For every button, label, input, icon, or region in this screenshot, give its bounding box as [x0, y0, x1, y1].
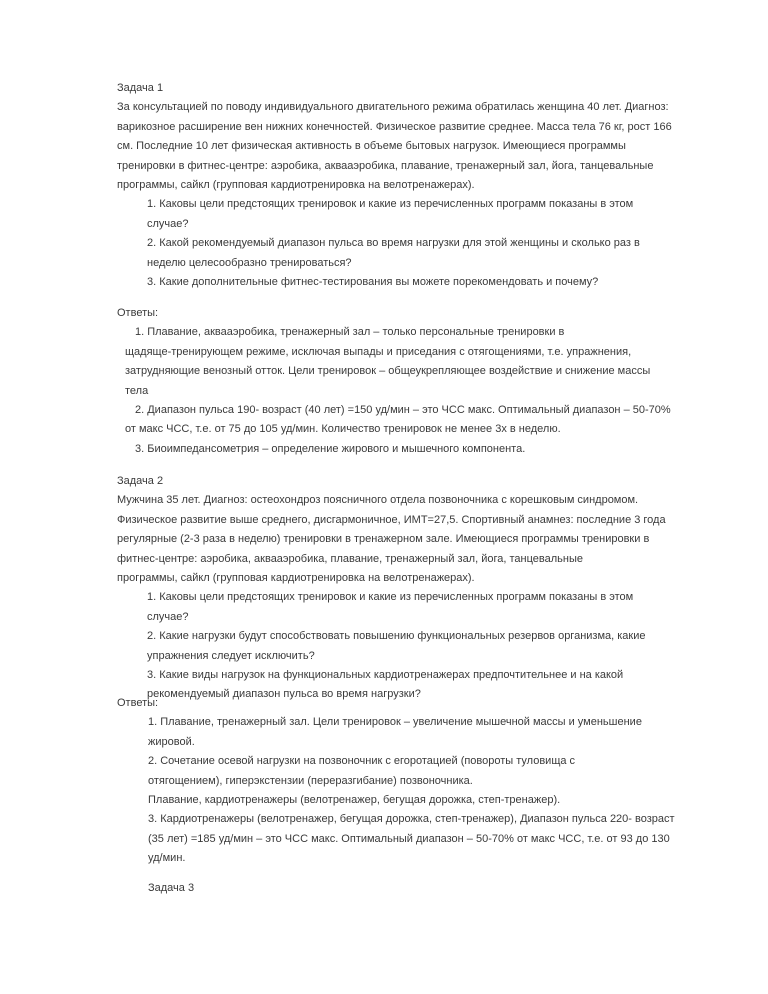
- text-line: Задача 1: [117, 82, 164, 94]
- section-task3: [117, 879, 194, 898]
- text-block: [117, 713, 675, 868]
- section-task2: [117, 472, 666, 705]
- text-line: 2. Какой рекомендуемый диапазон пульса во время нагрузки для этой женщины и сколько раз в: [147, 237, 640, 250]
- text-line: от макс ЧСС, т.е. от 75 до 105 уд/мин. Количество тренировок не менее 3х в неделю.: [125, 423, 561, 436]
- text-line: см. Последние 10 лет физическая активность в объеме бытовых нагрузок. Имеющиеся программы: [117, 140, 626, 153]
- text-line: уд/мин.: [148, 852, 186, 865]
- text-line: 2. Сочетание осевой нагрузки на позвоночник с егоротацией (повороты туловища с: [148, 755, 576, 768]
- text-line: программы, сайкл (групповая кардиотренировка на велотренажерах).: [117, 178, 475, 191]
- text-block: [117, 879, 194, 898]
- text-line: Задача 2: [117, 475, 164, 487]
- text-line: регулярные (2-3 раза в неделю) тренировки в тренажерном зале. Имеющиеся программы тренировки в: [117, 533, 650, 546]
- text-line: 1. Каковы цели предстоящих тренировок и какие из перечисленных программ показаны в этом: [147, 591, 634, 604]
- answers-label: [117, 304, 671, 323]
- text-block: [117, 588, 666, 704]
- text-line: фитнес-центре: аэробика, аквааэробика, плавание, тренажерный зал, йога, танцевальные: [117, 552, 583, 565]
- text-line: Задача 3: [148, 882, 195, 894]
- text-line: случае?: [147, 217, 189, 230]
- text-block: [117, 491, 666, 588]
- text-block: [117, 472, 666, 491]
- text-line: Физическое развитие выше среднего, дисгармоничное, ИМТ=27,5. Спортивный анамнез: последние 3 года: [117, 513, 666, 526]
- text-line: программы, сайкл (групповая кардиотренировка на велотренажерах).: [117, 571, 475, 584]
- text-line: 3. Биоимпедансометрия – определение жирового и мышечного компонента.: [135, 442, 526, 455]
- text-line: Мужчина 35 лет. Диагноз: остеохондроз поясничного отдела позвоночника с корешковым синдромом.: [117, 494, 639, 507]
- text-line: 2. Какие нагрузки будут способствовать повышению функциональных резервов организма, какие: [147, 630, 646, 643]
- text-line: Ответы:: [117, 697, 159, 709]
- text-line: 1. Плавание, аквааэробика, тренажерный зал – только персональные тренировки в: [135, 326, 565, 339]
- section-task1: [117, 79, 672, 292]
- text-line: случае?: [147, 610, 189, 623]
- text-line: 3. Кардиотренажеры (велотренажер, бегущая дорожка, степ-тренажер), Диапазон пульса 220- возраст: [148, 813, 675, 826]
- text-line: отягощением), гиперэкстензии (переразгибание) позвоночника.: [148, 774, 473, 787]
- section-answers1: [117, 304, 671, 459]
- answers-label: [117, 694, 675, 713]
- text-line: рекомендуемый диапазон пульса во время нагрузки?: [147, 688, 421, 701]
- text-line: щадяще-тренирующем режиме, исключая выпады и приседания с отягощениями, т.е. упражнения,: [125, 345, 632, 358]
- text-line: За консультацией по поводу индивидуального двигательного режима обратилась женщина 40 лет. Диагноз:: [117, 101, 669, 114]
- text-block: [117, 79, 672, 98]
- section-answers2: [117, 694, 675, 869]
- text-line: упражнения следует исключить?: [147, 649, 315, 662]
- text-line: тела: [125, 384, 149, 397]
- text-block: [117, 98, 672, 195]
- text-line: 1. Каковы цели предстоящих тренировок и какие из перечисленных программ показаны в этом: [147, 198, 634, 211]
- text-block: [117, 195, 672, 292]
- text-line: неделю целесообразно тренироваться?: [147, 256, 352, 269]
- text-line: 3. Какие виды нагрузок на функциональных кардиотренажерах предпочтительнее и на какой: [147, 668, 624, 681]
- text-block: [117, 323, 671, 459]
- text-line: тренировки в фитнес-центре: аэробика, аквааэробика, плавание, тренажерный зал, йога, танцевальные: [117, 159, 654, 172]
- text-line: жировой.: [148, 735, 195, 748]
- text-line: 1. Плавание, тренажерный зал. Цели тренировок – увеличение мышечной массы и уменьшение: [148, 716, 642, 729]
- text-line: Плавание, кардиотренажеры (велотренажер, бегущая дорожка, степ-тренажер).: [148, 793, 561, 806]
- text-line: варикозное расширение вен нижних конечностей. Физическое развитие среднее. Масса тела 76 кг, рост 166: [117, 120, 672, 133]
- text-line: 3. Какие дополнительные фитнес-тестирования вы можете порекомендовать и почему?: [147, 275, 599, 288]
- text-line: 2. Диапазон пульса 190- возраст (40 лет) =150 уд/мин – это ЧСС макс. Оптимальный диапазон – 50-70%: [135, 403, 671, 416]
- text-line: Ответы:: [117, 307, 159, 319]
- text-line: (35 лет) =185 уд/мин – это ЧСС макс. Оптимальный диапазон – 50-70% от макс ЧСС, т.е. от 93 до 130: [148, 832, 670, 845]
- text-line: затрудняющие венозный отток. Цели тренировок – общеукрепляющее воздействие и снижение массы: [125, 365, 651, 378]
